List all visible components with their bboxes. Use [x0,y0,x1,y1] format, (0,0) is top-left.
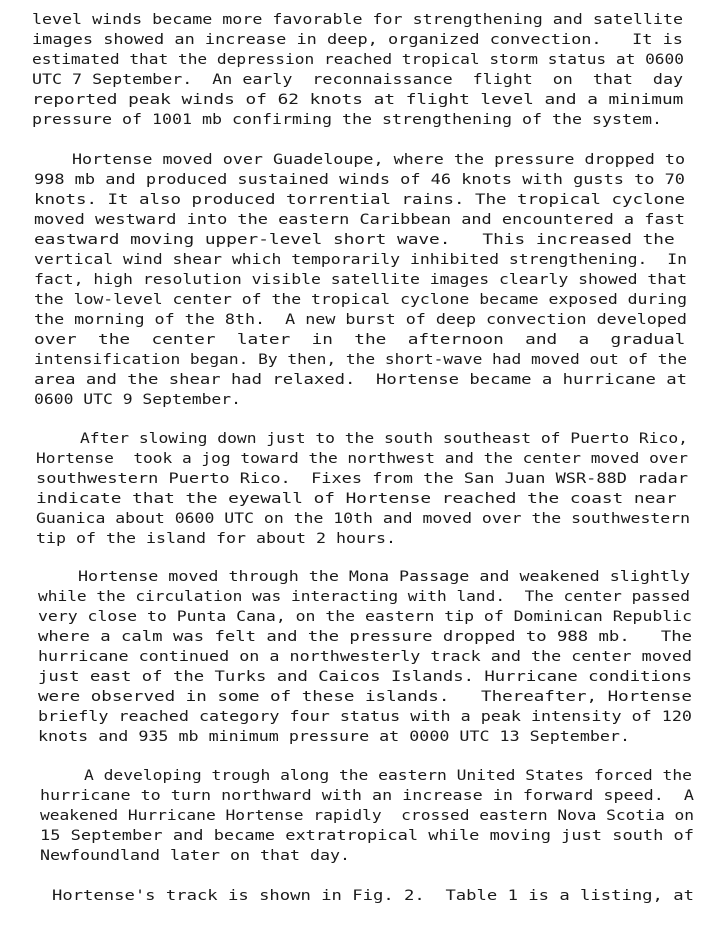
text-line: knots and 935 mb minimum pressure at 0000 UTC 13 September. [38,729,631,745]
text-line: Hortense moved over Guadeloupe, where the pressure dropped to [72,152,686,168]
text-line: area and the shear had relaxed. Hortense became a hurricane at [34,372,688,388]
text-line: Hortense's track is shown in Fig. 2. Table 1 is a listing, at [52,888,694,904]
text-line: eastward moving upper-level short wave. This increased the [34,232,675,248]
text-line: vertical wind shear which temporarily inhibited strengthening. In [34,252,687,268]
text-line: the morning of the 8th. A new burst of deep convection developed [34,312,687,328]
text-line: hurricane to turn northward with an increase in forward speed. A [40,788,694,804]
text-line: indicate that the eyewall of Hortense reached the coast near [36,491,677,507]
text-line: estimated that the depression reached tropical storm status at 0600 [32,52,685,68]
text-line: A developing trough along the eastern United States forced the [84,768,692,784]
text-line: briefly reached category four status with a peak intensity of 120 [38,709,692,725]
text-line: knots. It also produced torrential rains. The tropical cyclone [34,192,685,208]
text-line: weakened Hurricane Hortense rapidly crossed eastern Nova Scotia on [40,808,695,824]
text-line: were observed in some of these islands. Thereafter, Hortense [38,689,692,705]
text-line: hurricane continued on a northwesterly track and the center moved [38,649,692,665]
text-line: images showed an increase in deep, organized convection. It is [32,32,683,48]
text-line: the low-level center of the tropical cyclone became exposed during [34,292,687,308]
text-line: Newfoundland later on that day. [40,848,350,864]
text-line: southwestern Puerto Rico. Fixes from the San Juan WSR-88D radar [36,471,689,487]
text-line: UTC 7 September. An early reconnaissance flight on that day [32,72,683,88]
text-line: intensification began. By then, the short-wave had moved out of the [34,352,687,368]
text-line: Guanica about 0600 UTC on the 10th and moved over the southwestern [36,511,691,527]
text-line: Hortense took a jog toward the northwest and the center moved over [36,451,689,467]
text-line: where a calm was felt and the pressure dropped to 988 mb. The [38,629,692,645]
text-line: over the center later in the afternoon and a gradual [34,332,686,348]
text-line: very close to Punta Cana, on the eastern tip of Dominican Republic [38,609,693,625]
text-line: level winds became more favorable for strengthening and satellite [32,12,683,28]
text-line: 15 September and became extratropical while moving just south of [40,828,694,844]
text-line: fact, high resolution visible satellite images clearly showed that [34,272,687,288]
text-line: moved westward into the eastern Caribbean and encountered a fast [34,212,685,228]
text-line: while the circulation was interacting with land. The center passed [38,589,691,605]
text-line: pressure of 1001 mb confirming the strengthening of the system. [32,112,662,128]
text-line: 998 mb and produced sustained winds of 46 knots with gusts to 70 [34,172,685,188]
text-line: just east of the Turks and Caicos Islands. Hurricane conditions [38,669,692,685]
text-line: Hortense moved through the Mona Passage and weakened slightly [78,569,691,585]
text-line: After slowing down just to the south southeast of Puerto Rico, [80,431,688,447]
text-line: tip of the island for about 2 hours. [36,531,396,547]
text-line: reported peak winds of 62 knots at flight level and a minimum [32,92,684,108]
text-line: 0600 UTC 9 September. [34,392,241,408]
